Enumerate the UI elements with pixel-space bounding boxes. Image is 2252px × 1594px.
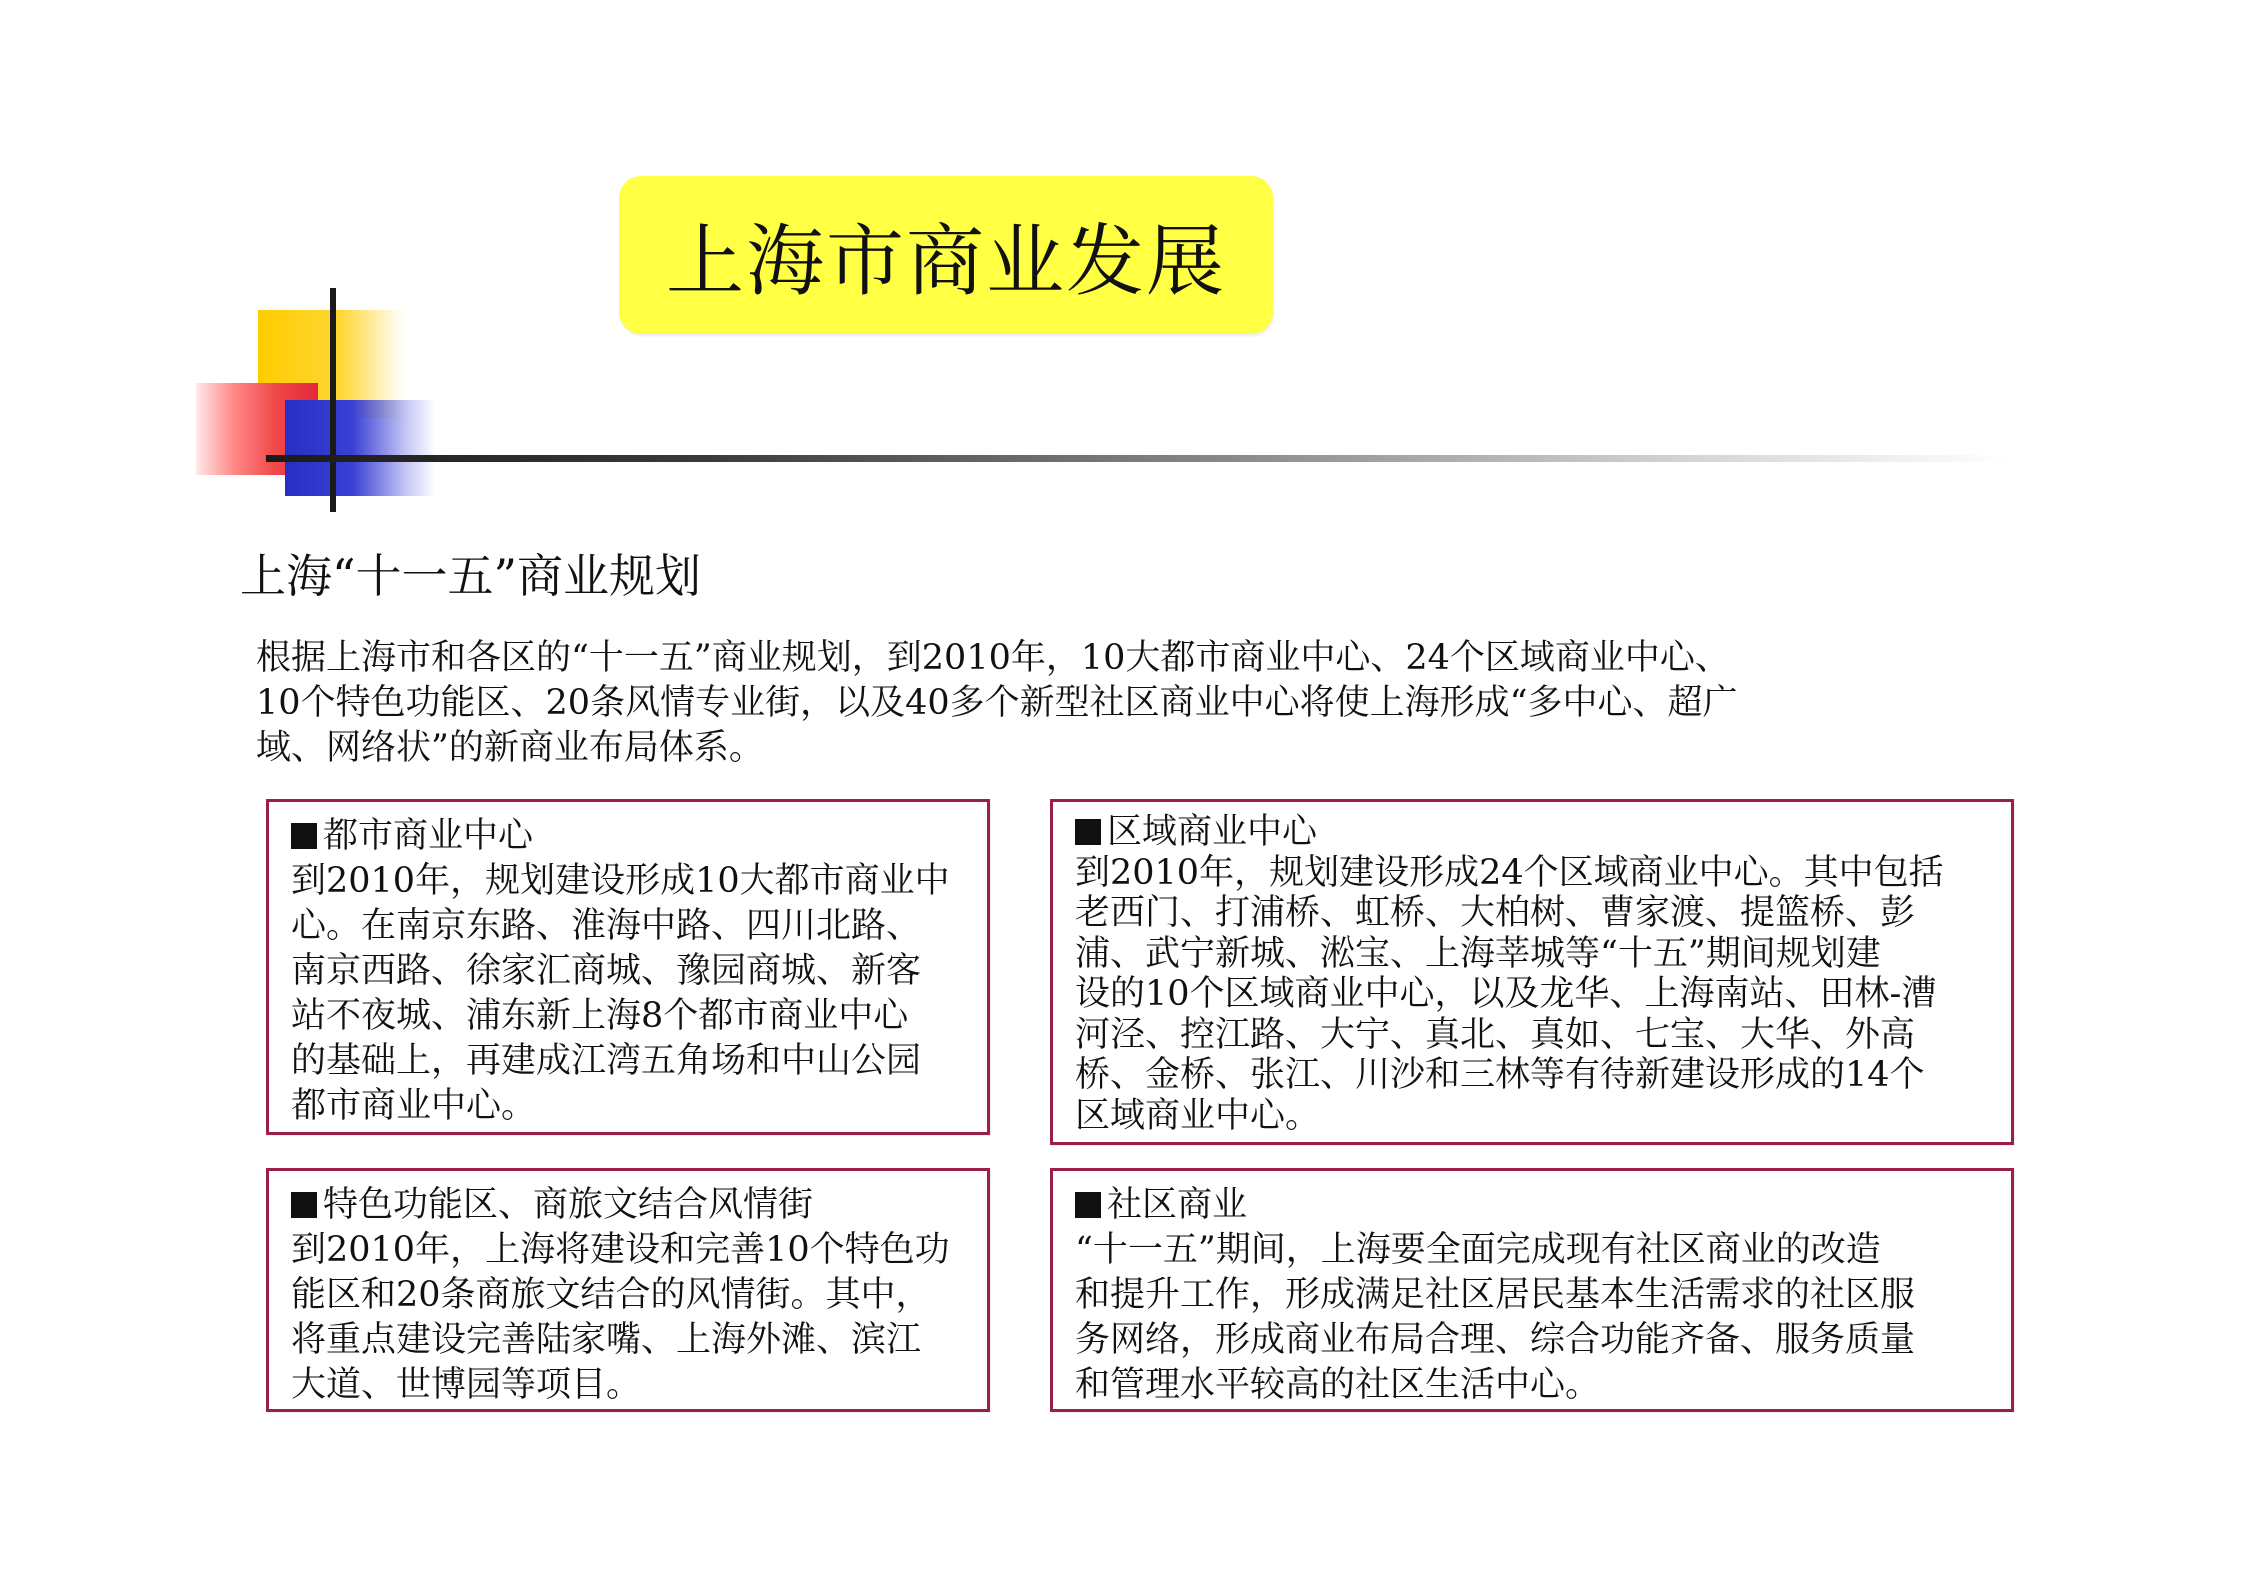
card-heading: 特色功能区、商旅文结合风情街: [291, 1183, 963, 1228]
intro-line: 根据上海市和各区的“十一五”商业规划，到2010年，10大都市商业中心、24个区域商业中心、: [256, 638, 1730, 678]
card-line: 设的10个区域商业中心，以及龙华、上海南站、田林-漕: [1075, 974, 1937, 1014]
card-line: 到2010年，上海将建设和完善10个特色功: [291, 1230, 950, 1270]
intro-line: 域、网络状”的新商业布局体系。: [256, 728, 764, 768]
square-bullet-icon: [291, 823, 317, 849]
square-bullet-icon: [291, 1192, 317, 1218]
card-line: 将重点建设完善陆家嘴、上海外滩、滨江: [291, 1320, 922, 1360]
card-line: 站不夜城、浦东新上海8个都市商业中心: [291, 996, 909, 1036]
card-line: 到2010年，规划建设形成10大都市商业中: [291, 861, 950, 901]
card-line: 河泾、控江路、大宁、真北、真如、七宝、大华、外高: [1075, 1014, 1916, 1055]
card-featured-zones: [266, 1168, 990, 1412]
card-heading: 区域商业中心: [1075, 812, 1987, 853]
card-line: 桥、金桥、张江、川沙和三林等有待新建设形成的14个: [1075, 1055, 1925, 1095]
card-line: 能区和20条商旅文结合的风情街。其中，: [291, 1275, 931, 1315]
card-line: 浦、武宁新城、淞宝、上海莘城等“十五”期间规划建: [1075, 933, 1881, 974]
card-line: 到2010年，规划建设形成24个区域商业中心。其中包括: [1075, 852, 1944, 893]
card-line: 大道、世博园等项目。: [291, 1365, 642, 1405]
card-line: “十一五”期间，上海要全面完成现有社区商业的改造: [1075, 1230, 1881, 1270]
card-line: 老西门、打浦桥、虹桥、大柏树、曹家渡、提篮桥、彭: [1075, 893, 1916, 933]
card-line: 的基础上，再建成江湾五角场和中山公园: [291, 1041, 922, 1081]
card-regional-commercial-center: [1050, 799, 2014, 1145]
square-bullet-icon: [1075, 819, 1101, 845]
page-title: 上海市商业发展: [665, 217, 1226, 307]
card-line: 心。在南京东路、淮海中路、四川北路、: [291, 906, 922, 946]
card-line: 区域商业中心。: [1075, 1095, 1321, 1136]
card-metropolitan-commercial-center: [266, 799, 990, 1135]
deco-vertical-line: [330, 288, 336, 512]
intro-paragraph: [256, 636, 1896, 771]
card-line: 都市商业中心。: [291, 1086, 537, 1126]
card-line: 务网络，形成商业布局合理、综合功能齐备、服务质量: [1075, 1320, 1916, 1360]
deco-horizontal-rule: [266, 455, 2008, 462]
card-heading: 社区商业: [1075, 1183, 1987, 1228]
card-line: 和管理水平较高的社区生活中心。: [1075, 1365, 1601, 1405]
card-line: 南京西路、徐家汇商城、豫园商城、新客: [291, 951, 922, 991]
title-banner: [619, 176, 1273, 334]
square-bullet-icon: [1075, 1192, 1101, 1218]
section-subtitle: 上海“十一五”商业规划: [240, 549, 702, 603]
deco-blue-square: [285, 400, 435, 496]
card-heading: 都市商业中心: [291, 814, 963, 859]
card-line: 和提升工作，形成满足社区居民基本生活需求的社区服: [1075, 1275, 1916, 1315]
intro-line: 10个特色功能区、20条风情专业街，以及40多个新型社区商业中心将使上海形成“多中心、超广: [256, 683, 1738, 723]
card-community-commerce: [1050, 1168, 2014, 1412]
